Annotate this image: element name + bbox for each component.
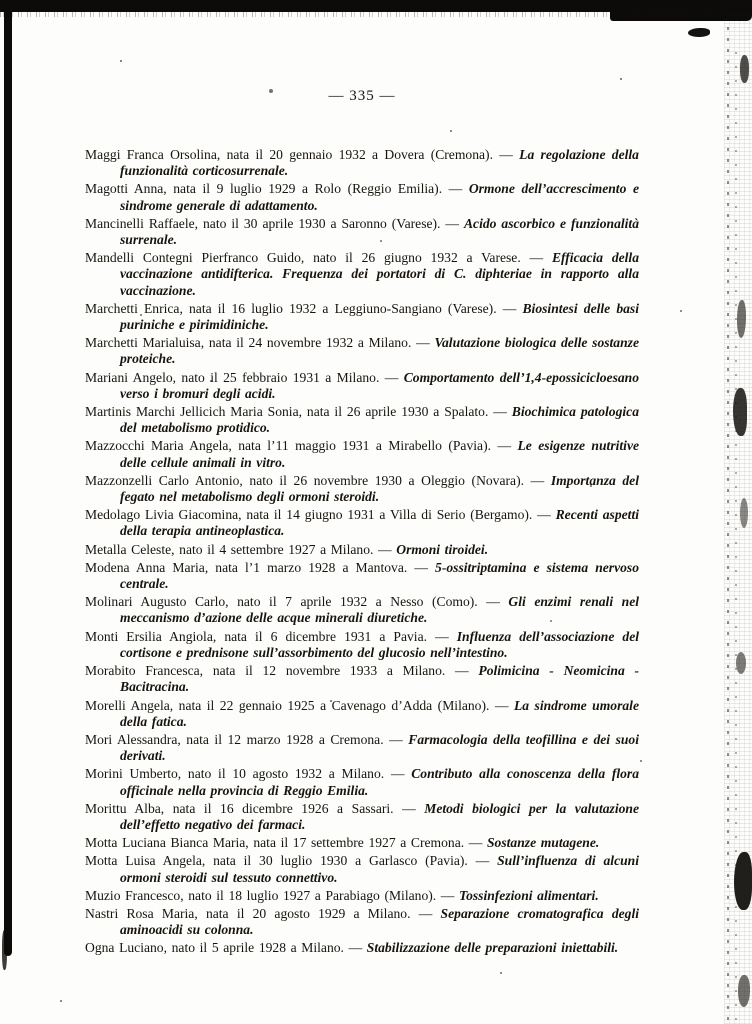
scan-ink-blot [737, 300, 746, 338]
entry-separator-dash: — [529, 250, 544, 266]
directory-entry [85, 216, 639, 248]
directory-entry [85, 698, 639, 730]
entry-person-details: Monti Ersilia Angiola, nata il 6 dicembre 1931 a Pavia. [85, 628, 428, 644]
entry-thesis-title: Gli enzimi renali nel meccanismo d’azione delle acque minerali diuretiche. [120, 594, 640, 626]
directory-entry [85, 732, 639, 764]
entry-thesis-title: 5-ossitriptamina e sistema nervoso centrale. [120, 559, 640, 592]
scan-ink-blot [736, 652, 746, 674]
scan-ink-blot [688, 28, 710, 37]
scan-artifact-right-dash-line [727, 20, 729, 1020]
entry-thesis-title: Comportamento dell’1,4-epossicicloesano verso i bromuri degli acidi. [120, 369, 640, 401]
directory-entry [85, 542, 639, 558]
scan-artifact-right-dash-line [735, 40, 737, 1020]
entry-separator-dash: — [389, 731, 403, 747]
entry-person-details: Morelli Angela, nata il 22 gennaio 1925 a Cavenago d’Adda (Milano). [85, 697, 490, 713]
scan-artifact-left-edge-line [4, 0, 12, 956]
entry-person-details: Morini Umberto, nato il 10 agosto 1932 a Milano. [85, 766, 385, 782]
scan-artifact-top-grime [0, 12, 752, 17]
entry-separator-dash: — [537, 507, 551, 523]
directory-entry [85, 801, 639, 833]
entry-separator-dash: — [493, 404, 507, 420]
entry-separator-dash: — [414, 559, 428, 575]
entry-separator-dash: — [416, 335, 430, 351]
directory-entry [85, 835, 639, 851]
entry-separator-dash: — [390, 766, 405, 782]
scan-ink-blot [733, 388, 747, 436]
entry-person-details: Marchetti Enrica, nata il 16 luglio 1932 a Leggiuno-Sangiano (Varese). [85, 300, 497, 316]
graduates-directory-list [85, 147, 639, 957]
entry-person-details: Medolago Livia Giacomina, nata il 14 giugno 1931 a Villa di Serio (Bergamo). [85, 507, 533, 523]
entry-thesis-title: Acido ascorbico e funzionalità surrenale. [120, 215, 639, 248]
scan-artifact-top-band [0, 0, 752, 12]
entry-thesis-title: Sostanze mutagene. [487, 835, 600, 851]
entry-separator-dash: — [435, 628, 449, 644]
entry-thesis-title: Separazione cromatografica degli aminoacidi su colonna. [120, 905, 639, 938]
entry-person-details: Magotti Anna, nata il 9 luglio 1929 a Rolo (Reggio Emilia). [85, 181, 443, 197]
entry-separator-dash: — [384, 369, 399, 385]
entry-separator-dash: — [445, 215, 460, 231]
page-content [85, 88, 639, 959]
entry-thesis-title: Farmacologia della teofillina e dei suoi derivati. [120, 731, 640, 764]
entry-thesis-title: Metodi biologici per la valutazione dell’effetto negativo dei farmaci. [120, 800, 639, 832]
page-number: — 335 — [328, 88, 396, 104]
entry-separator-dash: — [486, 594, 500, 610]
entry-separator-dash: — [418, 905, 433, 921]
entry-thesis-title: Ormoni tiroidei. [396, 541, 489, 557]
entry-thesis-title: Le esigenze nutritive delle cellule animali in vitro. [120, 438, 640, 470]
scan-artifact-right-edge-noise [724, 0, 752, 1024]
entry-person-details: Modena Anna Maria, nata l’1 marzo 1928 a Mantova. [85, 559, 408, 575]
entry-thesis-title: La sindrome umorale della fatica. [120, 697, 639, 729]
scan-ink-blot [740, 498, 748, 528]
entry-separator-dash: — [502, 300, 517, 316]
directory-entry [85, 629, 639, 661]
scan-ink-blot [740, 55, 749, 83]
entry-separator-dash: — [468, 835, 483, 851]
entry-thesis-title: Recenti aspetti della terapia antineoplastica. [120, 507, 639, 539]
entry-person-details: Nastri Rosa Maria, nata il 20 agosto 1929 a Milano. [85, 905, 411, 921]
entry-person-details: Metalla Celeste, nato il 4 settembre 1927 a Milano. [85, 541, 374, 557]
directory-entry [85, 370, 639, 402]
directory-entry [85, 335, 639, 367]
entry-thesis-title: Polimicina - Neomicina - Bacitracina. [120, 663, 640, 695]
directory-entry [85, 147, 639, 179]
entry-separator-dash: — [378, 541, 392, 557]
entry-separator-dash: — [348, 940, 363, 956]
directory-entry [85, 663, 639, 695]
directory-entry [85, 473, 639, 505]
directory-entry [85, 888, 639, 904]
entry-person-details: Marchetti Marialuisa, nata il 24 novembre 1932 a Milano. [85, 335, 412, 351]
entry-separator-dash: — [440, 887, 455, 903]
directory-entry [85, 301, 639, 333]
directory-entry [85, 853, 639, 885]
entry-person-details: Morabito Francesca, nata il 12 novembre 1933 a Milano. [85, 663, 446, 679]
entry-thesis-title: Influenza dell’associazione del cortisone e prednisone sull’assorbimento del glucosio nell’intestino. [120, 628, 640, 660]
directory-entry [85, 906, 639, 938]
entry-separator-dash: — [497, 438, 512, 454]
entry-person-details: Mancinelli Raffaele, nato il 30 aprile 1930 a Saronno (Varese). [85, 215, 441, 231]
scan-artifact-top-band-right [610, 0, 752, 21]
entry-person-details: Morittu Alba, nata il 16 dicembre 1926 a Sassari. [85, 800, 394, 816]
directory-entry [85, 250, 639, 299]
directory-entry [85, 560, 639, 592]
entry-thesis-title: Sull’influenza di alcuni ormoni steroidi sul tessuto connettivo. [120, 853, 639, 885]
entry-thesis-title: Efficacia della vaccinazione antidifterica. Frequenza dei portatori di C. diphteriae in rapporto alla vaccinazione. [120, 250, 639, 298]
directory-entry [85, 940, 639, 956]
entry-person-details: Maggi Franca Orsolina, nata il 20 gennaio 1932 a Dovera (Cremona). [85, 147, 493, 162]
directory-entry [85, 404, 639, 436]
directory-entry [85, 766, 639, 798]
entry-person-details: Ogna Luciano, nato il 5 aprile 1928 a Milano. [85, 940, 344, 956]
entry-separator-dash: — [448, 181, 463, 197]
entry-thesis-title: Valutazione biologica delle sostanze proteiche. [120, 335, 639, 367]
directory-entry [85, 181, 639, 213]
scan-ink-blot [738, 975, 750, 1007]
entry-thesis-title: Biochimica patologica del metabolismo protidico. [120, 404, 640, 436]
scan-artifact-left-edge-tail [2, 930, 7, 970]
entry-separator-dash: — [530, 472, 545, 488]
entry-person-details: Motta Luciana Bianca Maria, nata il 17 settembre 1927 a Cremona. [85, 835, 465, 851]
directory-entry [85, 438, 639, 470]
entry-person-details: Mandelli Contegni Pierfranco Guido, nato il 26 giugno 1932 a Varese. [85, 250, 521, 266]
entry-separator-dash: — [494, 697, 509, 713]
entry-thesis-title: Stabilizzazione delle preparazioni iniettabili. [366, 940, 619, 956]
entry-person-details: Mazzocchi Maria Angela, nata l’11 maggio 1931 a Mirabello (Pavia). [85, 438, 492, 454]
scan-dust-specks [120, 60, 122, 62]
entry-thesis-title: Tossinfezioni alimentari. [459, 887, 599, 903]
entry-separator-dash: — [402, 800, 416, 816]
entry-person-details: Muzio Francesco, nato il 18 luglio 1927 a Parabiago (Milano). [85, 887, 437, 903]
entry-thesis-title: Contributo alla conoscenza della flora officinale nella provincia di Reggio Emilia. [120, 766, 640, 798]
entry-person-details: Mariani Angelo, nato il 25 febbraio 1931 a Milano. [85, 369, 380, 385]
entry-separator-dash: — [455, 663, 469, 679]
entry-person-details: Martinis Marchi Jellicich Maria Sonia, nata il 26 aprile 1930 a Spalato. [85, 404, 489, 420]
directory-entry [85, 507, 639, 539]
entry-thesis-title: Importanza del fegato nel metabolismo degli ormoni steroidi. [120, 472, 639, 505]
entry-separator-dash: — [499, 147, 513, 162]
entry-separator-dash: — [475, 853, 490, 869]
entry-thesis-title: La regolazione della funzionalità corticosurrenale. [120, 147, 639, 179]
entry-thesis-title: Biosintesi delle basi puriniche e pirimidiniche. [120, 300, 639, 333]
entry-person-details: Molinari Augusto Carlo, nato il 7 aprile 1932 a Nesso (Como). [85, 594, 478, 610]
scan-ink-blot [734, 852, 752, 910]
directory-entry [85, 594, 639, 626]
entry-person-details: Mori Alessandra, nata il 12 marzo 1928 a Cremona. [85, 731, 384, 747]
entry-thesis-title: Ormone dell’accrescimento e sindrome generale di adattamento. [120, 181, 639, 213]
entry-person-details: Mazzonzelli Carlo Antonio, nato il 26 novembre 1930 a Oleggio (Novara). [85, 472, 524, 488]
entry-person-details: Motta Luisa Angela, nata il 30 luglio 1930 a Garlasco (Pavia). [85, 853, 468, 869]
